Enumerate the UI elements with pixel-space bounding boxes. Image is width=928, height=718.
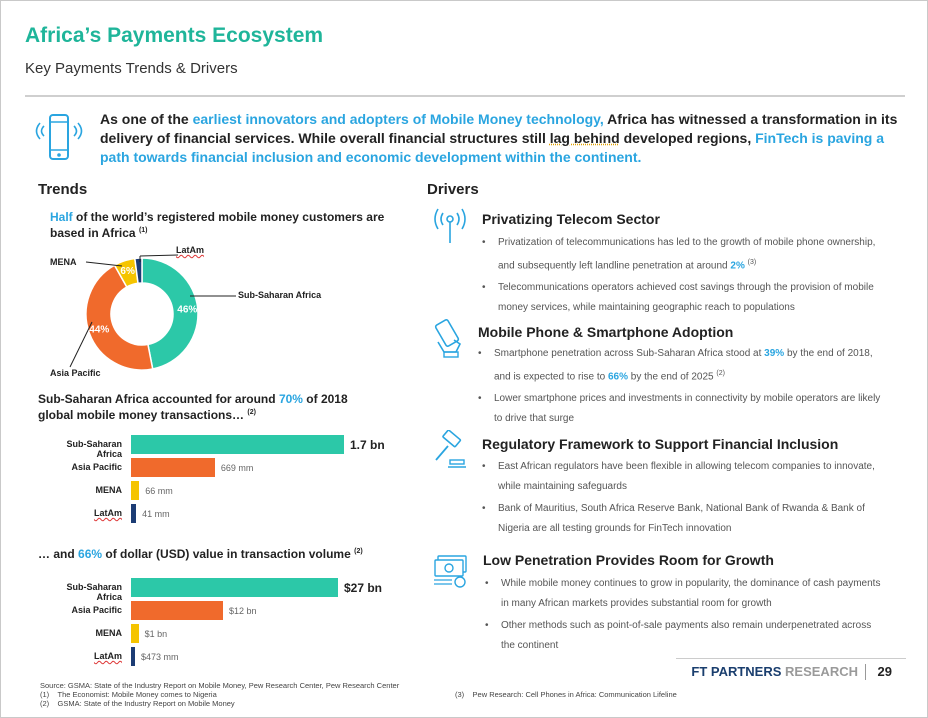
- footnote-3-text: Pew Research: Cell Phones in Africa: Communication Lifeline: [472, 690, 677, 699]
- driver-1-bullet-1: [482, 233, 882, 276]
- bar-category-label: MENA: [95, 485, 122, 495]
- brand-name: FT PARTNERS: [691, 664, 782, 679]
- driver-2-footnote-ref: (2): [716, 370, 725, 377]
- bar-category-label: Asia Pacific: [71, 462, 122, 472]
- bar-data-label: 41 mm: [142, 509, 170, 519]
- page-number: 29: [877, 664, 892, 679]
- footnote-3-num: (3): [455, 690, 465, 699]
- bar-sub-saharan-africa: [131, 435, 344, 454]
- bar-data-label: 1.7 bn: [350, 438, 385, 452]
- bar-latam: [131, 504, 136, 523]
- donut-label-mena: MENA: [50, 257, 77, 267]
- driver-2-bullet-1-pct-a: 39%: [764, 348, 785, 359]
- donut-data-label: 44%: [89, 324, 110, 336]
- bar-data-label: 669 mm: [220, 463, 254, 473]
- intro-text-1: As one of the: [100, 111, 193, 127]
- cash-icon: [430, 550, 470, 590]
- driver-3-bullet-1: • East African regulators have been flexible in allowing telecom companies to innovate, while maintaining safeguards: [482, 457, 887, 497]
- footnote-1: [40, 690, 217, 699]
- smartphone-hand-icon: [430, 318, 470, 358]
- driver-4-bullet-2: • Other methods such as point-of-sale payments also remain underpenetrated across the continent: [485, 616, 885, 656]
- driver-4-bullet-1: • While mobile money continues to grow in popularity, the dominance of cash payments in many African markets provides substantial room for growth: [485, 574, 885, 614]
- chart3-title-b: of dollar (USD) value in transaction volume: [102, 547, 351, 561]
- bar-category-label: Sub-Saharan Africa: [66, 582, 122, 602]
- driver-3-bullets: [482, 457, 887, 541]
- brand-logo-text: [691, 664, 858, 679]
- bar-data-label: $12 bn: [229, 606, 257, 616]
- bar-data-label: $473 mm: [141, 652, 179, 662]
- chart3-title-pct: 66%: [78, 547, 103, 561]
- footer-source: Source: GSMA: State of the Industry Report on Mobile Money, Pew Research Center, Pew Research Center: [40, 681, 400, 690]
- chart3-title-a: … and: [38, 547, 79, 561]
- donut-chart: [40, 240, 360, 385]
- trends-heading: Trends: [38, 181, 88, 198]
- chart2-title: [38, 392, 378, 422]
- driver-2-bullet-1-pct-b: 66%: [607, 371, 628, 383]
- donut-data-label: 46%: [177, 304, 198, 316]
- bar-data-label: $27 bn: [344, 581, 383, 595]
- donut-label-latam: LatAm: [176, 245, 205, 255]
- bar-data-label: 66 mm: [145, 486, 173, 496]
- bar-category-label: Asia Pacific: [71, 605, 122, 615]
- bar-category-label: LatAm: [93, 508, 122, 518]
- chart1-title: [50, 210, 400, 240]
- driver-2-title: Mobile Phone & Smartphone Adoption: [478, 324, 734, 340]
- intro-text-3: developed regions,: [619, 130, 756, 146]
- driver-2-bullet-1-text-c: by the end of 2025: [627, 371, 714, 383]
- driver-1-bullets: [482, 233, 882, 320]
- footnote-1-text: The Economist: Mobile Money comes to Nigeria: [57, 690, 217, 699]
- bar-latam: [131, 647, 135, 666]
- footnote-2-num: (2): [40, 699, 50, 708]
- bar-sub-saharan-africa: [131, 578, 338, 597]
- bar-asia-pacific: [131, 458, 215, 477]
- page-subtitle: Key Payments Trends & Drivers: [25, 60, 238, 77]
- footer-separator: [865, 664, 866, 680]
- bar-data-label: $1 bn: [144, 629, 168, 639]
- driver-2-bullet-1-text-a: Smartphone penetration across Sub-Saharan Africa stood at: [494, 348, 765, 359]
- footer-brand-rule: [676, 658, 906, 659]
- driver-1-footnote-ref: (3): [747, 259, 757, 266]
- donut-label-apac: Asia Pacific: [50, 368, 101, 378]
- chart3-title: [38, 545, 398, 561]
- intro-text-2: Africa has witnessed a transformation in its delivery of financial services. While overall financial structures still: [100, 111, 898, 146]
- chart2-title-pct: 70%: [278, 392, 303, 406]
- bar-category-label: Sub-Saharan Africa: [66, 439, 122, 459]
- donut-data-label: 6%: [120, 265, 135, 277]
- header-divider: [25, 95, 905, 97]
- driver-2-bullet-1-text-b: by the end of 2018, and is expected to rise to: [494, 348, 873, 383]
- footnote-2: [40, 699, 235, 708]
- bar-asia-pacific: [131, 601, 223, 620]
- bar-mena: [131, 624, 139, 643]
- chart2-title-a: Sub-Saharan Africa accounted for around: [38, 392, 279, 406]
- footnote-3: [455, 690, 677, 699]
- bar-mena: [131, 481, 139, 500]
- driver-3-bullet-2: • Bank of Mauritius, South Africa Reserve Bank, National Bank of Rwanda & Bank of Nigeria are all testing grounds for FinTech innovation: [482, 499, 887, 539]
- donut-label-ssa: Sub-Saharan Africa: [238, 290, 322, 300]
- chart1-title-half: Half: [50, 210, 73, 224]
- brand-research: RESEARCH: [781, 664, 858, 679]
- bar-category-label: LatAm: [93, 651, 122, 661]
- drivers-heading: Drivers: [427, 181, 479, 198]
- page-title: Africa’s Payments Ecosystem: [25, 24, 324, 47]
- intro-lag-behind: lag behind: [549, 130, 620, 146]
- driver-2-bullets: [478, 344, 883, 431]
- mobile-phone-icon: [34, 112, 84, 164]
- driver-4-title: Low Penetration Provides Room for Growth: [483, 552, 774, 568]
- intro-highlight-2: FinTech is paving a path towards financial inclusion and economic development within the continent.: [100, 130, 884, 165]
- chart2-footnote-ref: (2): [247, 409, 256, 416]
- bar-category-label: MENA: [95, 628, 122, 638]
- chart1-footnote-ref: (1): [138, 227, 148, 234]
- intro-highlight-1: earliest innovators and adopters of Mobile Money technology,: [192, 111, 604, 127]
- intro-paragraph: [100, 110, 900, 167]
- driver-1-bullet-1-pct: 2%: [730, 260, 745, 272]
- gavel-icon: [430, 430, 470, 470]
- driver-3-title: Regulatory Framework to Support Financial Inclusion: [482, 436, 839, 452]
- antenna-icon: [430, 205, 470, 245]
- driver-2-bullet-2: • Lower smartphone prices and investments in connectivity by mobile operators are likely to drive that surge: [478, 389, 883, 429]
- driver-2-bullet-1: [478, 344, 883, 387]
- driver-1-title: Privatizing Telecom Sector: [482, 211, 660, 227]
- footnote-2-text: GSMA: State of the Industry Report on Mobile Money: [57, 699, 235, 708]
- chart3-footnote-ref: (2): [354, 548, 363, 555]
- chart2-title-b: of 2018 global mobile money transactions…: [38, 392, 348, 422]
- footnote-1-num: (1): [40, 690, 50, 699]
- driver-4-bullets: [485, 574, 885, 658]
- driver-1-bullet-1-text: Privatization of telecommunications has led to the growth of mobile phone ownership, and subsequently left landline penetration at around: [498, 237, 876, 272]
- chart1-title-rest: of the world’s registered mobile money customers are based in Africa: [50, 210, 385, 240]
- driver-1-bullet-2: • Telecommunications operators achieved cost savings through the provision of mobile money services, while maintaining geographic reach to populations: [482, 278, 882, 318]
